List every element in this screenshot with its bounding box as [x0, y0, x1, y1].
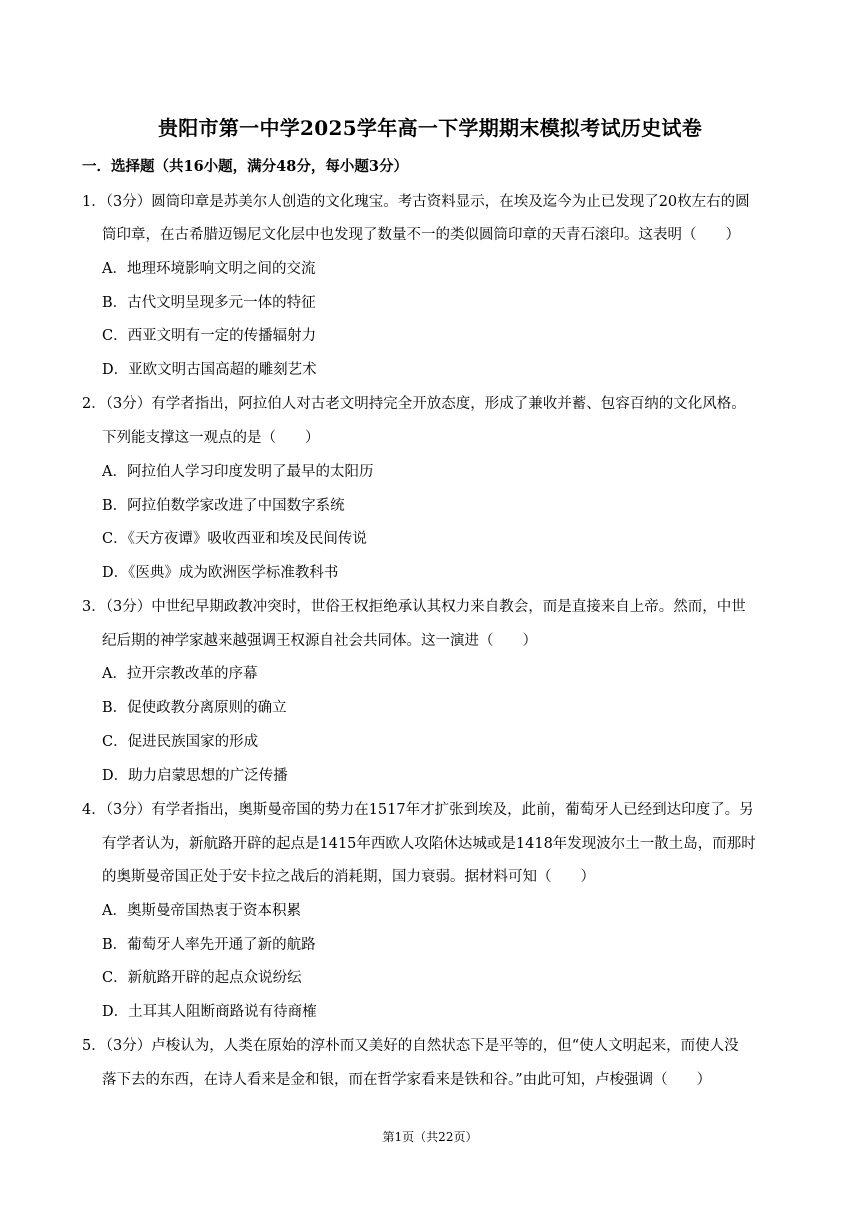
question-2-stem-line-2: 下列能支撑这一观点的是（ ） [102, 430, 320, 446]
question-1-option-c: C．西亚文明有一定的传播辐射力 [102, 328, 317, 344]
question-1-stem-line-1: 1．（3分）圆筒印章是苏美尔人创造的文化瑰宝。考古资料显示，在埃及迄今为止已发现了20枚左右的圆 [82, 194, 750, 210]
question-5-stem-line-2: 落下去的东西，在诗人看来是金和银，而在哲学家看来是铁和谷。”由此可知，卢梭强调（ ） [102, 1072, 712, 1088]
question-1-stem-line-2: 筒印章，在古希腊迈锡尼文化层中也发现了数量不一的类似圆筒印章的天青石滚印。这表明（ ） [102, 227, 740, 243]
question-1-option-d: D．亚欧文明古国高超的雕刻艺术 [102, 362, 317, 378]
section-heading: 一．选择题（共16小题，满分48分，每小题3分） [82, 158, 408, 175]
question-3-stem-line-1: 3．（3分）中世纪早期政教冲突时，世俗王权拒绝承认其权力来自教会，而是直接来自上帝。然而，中世 [82, 599, 746, 615]
question-2-stem-line-1: 2．（3分）有学者指出，阿拉伯人对古老文明持完全开放态度，形成了兼收并蓄、包容百纳的文化风格。 [82, 396, 746, 412]
question-2-option-d: D．《医典》成为欧洲医学标准教科书 [102, 565, 339, 581]
question-3-option-b: B．促使政教分离原则的确立 [102, 700, 287, 716]
question-3-option-a: A．拉开宗教改革的序幕 [102, 666, 258, 682]
question-4-option-a: A．奥斯曼帝国热衷于资本积累 [102, 903, 301, 919]
question-4-stem-line-2: 有学者认为，新航路开辟的起点是1415年西欧人攻陷休达城或是1418年发现波尔土一散土岛，而那时 [102, 836, 756, 852]
question-3-stem-line-2: 纪后期的神学家越来越强调王权源自社会共同体。这一演进（ ） [102, 633, 537, 649]
question-2-option-b: B．阿拉伯数学家改进了中国数字系统 [102, 498, 345, 514]
question-4-option-b: B．葡萄牙人率先开通了新的航路 [102, 937, 316, 953]
question-4-stem-line-3: 的奥斯曼帝国正处于安卡拉之战后的消耗期，国力衰弱。据材料可知（ ） [102, 869, 595, 885]
question-2-option-c: C．《天方夜谭》吸收西亚和埃及民间传说 [102, 531, 367, 547]
question-5-stem-line-1: 5．（3分）卢梭认为，人类在原始的淳朴而又美好的自然状态下是平等的，但“使人文明起来，而使人没 [82, 1038, 739, 1054]
page-title: 贵阳市第一中学2025学年高一下学期期末模拟考试历史试卷 [157, 116, 703, 140]
question-4-stem-line-1: 4．（3分）有学者指出，奥斯曼帝国的势力在1517年才扩张到埃及，此前，葡萄牙人已经到达印度了。另 [82, 802, 754, 818]
question-4-option-c: C．新航路开辟的起点众说纷纭 [102, 970, 302, 986]
question-1-option-b: B．古代文明呈现多元一体的特征 [102, 295, 316, 311]
page-footer: 第1页（共22页） [382, 1130, 478, 1144]
question-4-option-d: D．土耳其人阻断商路说有待商榷 [102, 1004, 317, 1020]
question-1-option-a: A．地理环境影响文明之间的交流 [102, 261, 316, 277]
question-3-option-d: D．助力启蒙思想的广泛传播 [102, 768, 288, 784]
question-3-option-c: C．促进民族国家的形成 [102, 734, 259, 750]
question-2-option-a: A．阿拉伯人学习印度发明了最早的太阳历 [102, 464, 374, 480]
